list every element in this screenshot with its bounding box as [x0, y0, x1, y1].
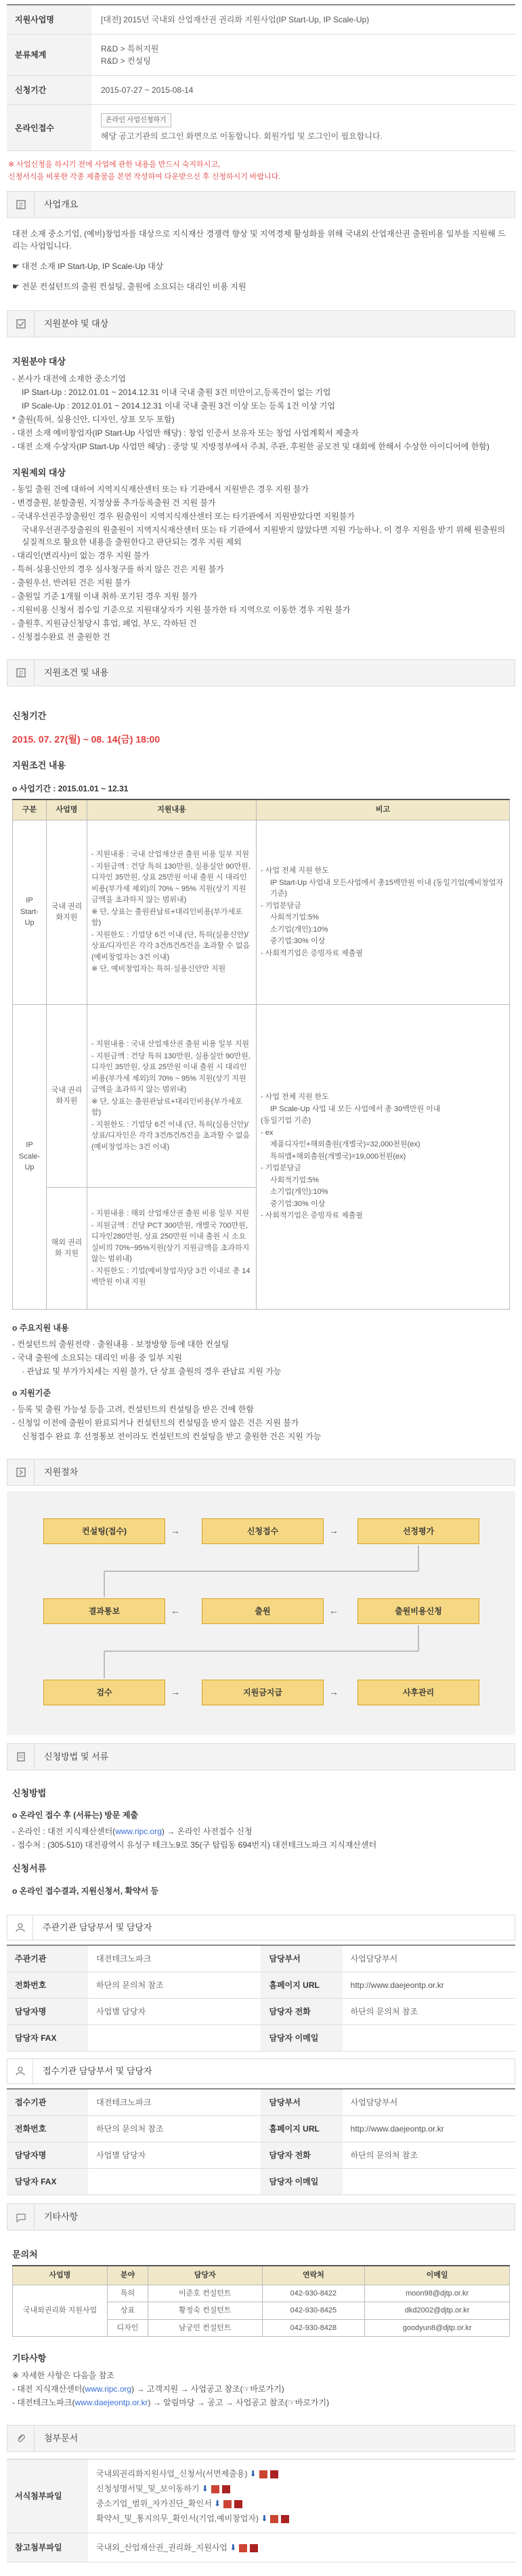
field-line: - 대전 소재 예비창업자(IP Start-Up 사업만 해당) : 창업 인증서 보유자 또는 창업 사업계획서 제출자	[12, 428, 359, 438]
table-cell: 특허	[108, 2285, 148, 2302]
note-line: - 기업분담금	[261, 1164, 301, 1173]
file-item[interactable]	[96, 2512, 507, 2525]
overview-bullet: ☛ 대전 소재 IP Start-Up, IP Scale-Up 대상	[12, 262, 164, 272]
field-label: 담당자 이메일	[261, 2168, 342, 2195]
field-label: 홈페이지 URL	[261, 1972, 342, 1998]
note-line: 사회적기업:5%	[270, 913, 320, 922]
field-value: 하단의 문의처 참조	[343, 1998, 515, 2024]
exclusion-line: - 출원후, 지원금신청당시 휴업, 폐업, 부도, 각하된 건	[12, 619, 197, 629]
field-title: 지원분야 대상	[12, 356, 66, 367]
section-title: 주관기관 담당부서 및 담당자	[43, 1921, 152, 1932]
field-value: 사업별 담당자	[88, 1998, 261, 2024]
exclusion-line: - 지원비용 신청서 접수일 기준으로 지원대상자가 지원 불가한 타 지역으로 이동한 경우 지원 불가	[12, 605, 351, 615]
other-text: ) → 고객지원 → 사업공고 참조(☞바로가기)	[131, 2384, 284, 2394]
field-label: 전화번호	[7, 2115, 88, 2142]
online-label: 온라인접수	[7, 105, 91, 151]
col-header: 이메일	[365, 2266, 510, 2285]
note-cell	[257, 820, 510, 1004]
period-value: 2015. 07. 27(월) ~ 08. 14(금) 18:00	[12, 733, 160, 745]
table-cell: 042-930-8422	[262, 2285, 365, 2302]
arrow-left-icon: ←	[329, 1604, 339, 1616]
section-title: 지원절차	[44, 1466, 79, 1477]
content-line: - 지원금액 : 건당 특허 130만원, 실용실안 90만원, 디자인 35만원, 상표 25만원 이내 출원 시 대리인비용(부가세 제외)의 70% ~ 95% 지원(상기 지원금액을 초과하지 않는 범위내)	[91, 862, 251, 905]
main-line: - 국내 출원에 소요되는 대리인 비용 중 일부 지원	[12, 1352, 182, 1363]
section-apply-body	[7, 1770, 515, 1908]
table-cell: 이준호 컨설턴트	[148, 2285, 263, 2302]
other-sub: ※ 자세한 사항은 다음을 참조	[12, 2370, 114, 2380]
program-cell: 해외 권리화 지원	[47, 1187, 87, 1309]
hwp-file-icon	[259, 2470, 267, 2478]
field-value: 사업별 담당자	[88, 2142, 261, 2168]
arrow-right-icon: →	[329, 1524, 339, 1536]
note-line: - 사회적기업은 증빙자료 제출필	[261, 1211, 363, 1220]
field-label: 담당자 전화	[261, 1998, 342, 2024]
step-box: 출원	[202, 1598, 324, 1624]
arrow-right-icon: →	[171, 1524, 180, 1536]
section-etc-header	[7, 2203, 515, 2230]
content-line: ※ 단, 상표는 출원관납료+대리인비용(부가세포함)	[91, 907, 242, 928]
download-icon[interactable]: ⬇	[211, 2498, 221, 2508]
col-header: 사업명	[47, 799, 87, 820]
col-header: 연락처	[262, 2266, 365, 2285]
method-line: - 접수처 : (305-510) 대전광역시 유성구 테크노9로 35(구 탑립동 694번지) 대전테크노파크 지식재산센터	[12, 1840, 377, 1850]
person-icon	[7, 2058, 33, 2084]
field-label: 담당자 전화	[261, 2142, 342, 2168]
person-icon	[7, 1915, 33, 1940]
ripc-link[interactable]: www.ripc.org	[85, 2384, 132, 2394]
note-line: 사회적기업:5%	[270, 1176, 320, 1184]
refs-label: 참고첨부파일	[7, 2533, 88, 2562]
file-item[interactable]	[96, 2497, 507, 2510]
method-sub: o 온라인 접수 후 (서류는) 방문 제출	[12, 1810, 139, 1821]
contact2-header	[7, 2058, 515, 2084]
overview-bullet: ☛ 전문 컨설턴트의 출원 컨설팅, 출원에 소요되는 대리인 비용 지원	[12, 282, 246, 292]
period-label: 신청기간	[7, 76, 91, 105]
view-file-icon[interactable]	[222, 2485, 230, 2493]
field-label: 담당자명	[7, 2142, 88, 2168]
method-text: ) → 온라인 사전접수 신청	[161, 1827, 253, 1837]
conditions-table	[12, 799, 510, 1310]
section-attachments-header	[7, 2425, 515, 2452]
field-value: 사업담당부서	[343, 1945, 515, 1972]
field-label: 담당부서	[261, 2089, 342, 2116]
section-conditions-body	[7, 686, 515, 1451]
other-text: - 대전 지식재산센터(	[12, 2384, 85, 2394]
note-line: IP Scale-Up 사업 내 모든 사업에서 총 30백만원 이내	[270, 1104, 441, 1113]
other-text: ) → 알림마당 → 공고 → 사업공고 참조(☞바로가기)	[148, 2397, 330, 2407]
online-text: 해당 공고기관의 로그인 화면으로 이동합니다. 회원가입 및 로그인이 필요합니다.	[101, 131, 383, 141]
category-line: R&D > 컨설팅	[101, 56, 151, 66]
step-box: 신청접수	[202, 1518, 324, 1544]
field-label: 담당자 FAX	[7, 2168, 88, 2195]
field-line: - 본사가 대전에 소재한 중소기업	[12, 373, 127, 383]
group-cell: IP Start-Up	[13, 820, 47, 1004]
table-cell: 042-930-8425	[262, 2302, 365, 2320]
hwp-file-icon	[239, 2544, 247, 2552]
condition-title: 지원조건 내용	[12, 760, 66, 770]
period-title: 신청기간	[12, 711, 47, 722]
col-header: 사업명	[13, 2266, 108, 2285]
category-label: 분류체계	[7, 35, 91, 76]
field-line: - 대전 소재 수상자(IP Start-Up 사업만 해당) : 중앙 및 지방정부에서 주최, 주관, 후원한 공모전 및 대회에 한해서 수상한 아이디어에 한함)	[12, 441, 490, 451]
content-line: - 지원내용 : 해외 산업재산권 출원 비용 일부 지원	[91, 1209, 250, 1218]
ripc-link[interactable]: www.ripc.org	[115, 1827, 162, 1837]
content-line: - 지원한도 : 기업(예비창업자)당 3건 이내로 총 14백만원 이내 지원	[91, 1266, 251, 1287]
field-line: * 출원(특허, 실용신안, 디자인, 상표 모두 포함)	[12, 414, 175, 424]
field-value	[343, 2168, 515, 2195]
file-item[interactable]	[96, 2482, 507, 2495]
field-value: 대전테크노파크	[88, 2089, 261, 2116]
other-title: 기타사항	[12, 2353, 47, 2364]
content-line: - 지원내용 : 국내 산업재산권 출원 비용 일부 지원	[91, 1040, 250, 1049]
section-title: 지원조건 및 내용	[44, 667, 109, 678]
file-name[interactable]: 국내외_산업재산권_권리화_지원사업	[96, 2542, 227, 2552]
table-cell: moon98@djtp.or.kr	[365, 2285, 510, 2302]
program-cell: 국내외권리화 지원사업	[13, 2285, 108, 2337]
arrow-right-icon: →	[171, 1686, 180, 1697]
field-label: 담당자 FAX	[7, 2024, 88, 2051]
field-value: 하단의 문의처 참조	[88, 2115, 261, 2142]
other-text: - 대전테크노파크(	[12, 2397, 75, 2407]
note-cell	[257, 1004, 510, 1309]
section-conditions-header	[7, 659, 515, 686]
table-cell: 디자인	[108, 2319, 148, 2337]
method-line	[12, 1825, 510, 1837]
field-value	[88, 2024, 261, 2051]
exclusion-line: 국내우선권주장출원의 원출원이 지역지식재산센터 또는 타 기관에서 지원받지 않았다면 지원 가능하나, 이 경우 지원을 받기 위해 원출원의 실질적으로 활요한 내용을 출원한다고 판단되는 경우 지원 제외	[22, 525, 506, 547]
field-line: IP Scale-Up : 2012.01.01 ~ 2014.12.31 이내 국내 출원 3건 이상 또는 등록 1건 이상 기업	[22, 400, 335, 411]
notice	[8, 159, 515, 183]
field-label: 주관기관	[7, 1945, 88, 1972]
section-overview-header	[7, 191, 515, 218]
flow-icon	[7, 1459, 35, 1485]
download-icon[interactable]: ⬇	[227, 2542, 237, 2552]
contact2-table	[7, 2088, 515, 2195]
online-apply-button[interactable]: 온라인 사업신청하기	[101, 113, 171, 127]
download-icon[interactable]: ⬇	[259, 2513, 268, 2523]
note-line: 중기업:30% 이상	[270, 1199, 326, 1208]
summary-table	[7, 4, 515, 151]
list-icon	[7, 192, 35, 217]
file-name[interactable]: 중소기업_범위_자가진단_확인서	[96, 2498, 212, 2508]
note-line: 특허맵+해외출원(개별국)=19,000천원(ex)	[270, 1152, 406, 1161]
note-line: - ex	[261, 1128, 274, 1137]
section-etc-body	[7, 2230, 515, 2417]
attachments-table	[7, 2459, 515, 2562]
table-cell: goodyun8@djtp.or.kr	[365, 2319, 510, 2337]
group-cell: IP Scale-Up	[13, 1004, 47, 1309]
table-cell: 황정숙 컨설턴트	[148, 2302, 263, 2320]
etc-icon	[7, 2204, 35, 2230]
paperclip-icon	[7, 2426, 35, 2451]
section-title: 사업개요	[44, 199, 79, 210]
section-title: 접수기관 담당부서 및 담당자	[43, 2065, 152, 2076]
note-line: - 기업분담금	[261, 901, 301, 910]
period-value: 2015-07-27 ~ 2015-08-14	[91, 76, 515, 105]
download-icon[interactable]: ⬇	[199, 2483, 209, 2493]
docs-title: 신청서류	[12, 1863, 47, 1874]
field-label: 접수기관	[7, 2089, 88, 2116]
step-box: 지원금지급	[202, 1680, 324, 1705]
step-box: 결과통보	[43, 1598, 165, 1624]
daejeontp-link[interactable]: www.daejeontp.or.kr	[74, 2397, 148, 2407]
col-header: 담당자	[148, 2266, 263, 2285]
other-line	[12, 2396, 510, 2409]
category-line: R&D > 특허지원	[101, 44, 159, 54]
exclusion-line: - 대리인(변리사)이 없는 경우 지원 불가	[12, 551, 150, 561]
refs-cell	[88, 2533, 515, 2562]
notice-line: ※ 사업신청을 하시기 전에 사업에 관한 내용을 반드시 숙지하시고,	[8, 161, 220, 169]
program-label: 지원사업명	[7, 5, 91, 35]
inquiry-title: 문의처	[12, 2249, 38, 2260]
forms-cell	[88, 2459, 515, 2533]
exclusion-line: - 동일 출원 건에 대하여 지역지식재산센터 또는 타 기관에서 지원받은 경우 지원 불가	[12, 484, 309, 495]
forms-label: 서식첨부파일	[7, 2459, 88, 2533]
project-period: o 사업기간 : 2015.01.01 ~ 12.31	[12, 784, 129, 794]
contact1-table	[7, 1945, 515, 2052]
field-value	[343, 2024, 515, 2051]
download-icon[interactable]: ⬇	[247, 2468, 257, 2478]
section-title: 지원분야 및 대상	[44, 318, 109, 329]
content-cell	[87, 820, 257, 1004]
note-line: 소기업(개인):10%	[270, 925, 328, 934]
section-title: 기타사항	[44, 2211, 79, 2222]
note-line: - 사업 전체 지원 한도	[261, 867, 329, 875]
criteria-line: 신청접수 완료 후 선정통보 전이라도 컨설턴트의 컨설팅을 받고 출원한 건은 지원 가능	[22, 1431, 322, 1441]
field-label: 담당자명	[7, 1998, 88, 2024]
content-line: ※ 단, 상표는 출원관납료+대리인비용(부가세포함)	[91, 1097, 242, 1117]
field-value: 대전테크노파크	[88, 1945, 261, 1972]
step-box: 사후관리	[357, 1680, 479, 1705]
note-line: 제품디자인+해외출원(개별국)=32,000천원(ex)	[270, 1140, 420, 1149]
procedure-diagram	[7, 1491, 515, 1735]
contact1-header	[7, 1915, 515, 1940]
note-line: - 사회적기업은 증빙자료 제출필	[261, 949, 363, 957]
checkbox-icon	[7, 311, 35, 337]
section-apply-header	[7, 1743, 515, 1770]
section-title: 신청방법 및 서류	[44, 1751, 109, 1762]
category-value	[91, 35, 515, 76]
field-value	[88, 2168, 261, 2195]
arrow-left-icon: ←	[171, 1604, 180, 1616]
exclusion-line: - 출원우선, 반려된 건은 지원 불가	[12, 578, 131, 588]
section-procedure-header	[7, 1459, 515, 1486]
arrow-right-icon: →	[329, 1686, 339, 1697]
criteria-title: o 지원기준	[12, 1388, 51, 1398]
col-header: 구분	[13, 799, 47, 820]
file-item[interactable]	[96, 2541, 507, 2554]
col-header: 분야	[108, 2266, 148, 2285]
homepage-link[interactable]: http://www.daejeontp.or.kr	[343, 2115, 515, 2142]
col-header: 지원내용	[87, 799, 257, 820]
overview-text: 대전 소재 중소기업, (예비)창업자를 대상으로 지식재산 경쟁력 향상 및 지역경제 활성화를 위해 국내외 산업재산권 출원비용 일부를 지원해 드리는 사업입니다.	[12, 229, 506, 251]
view-file-icon[interactable]	[281, 2515, 289, 2523]
content-line: - 지원금액 : 건당 PCT 300만원, 개별국 700만원, 디자인280만원, 상표 250만원 이내 출원 시 소요실비의 70%~95%지원(상기 지원금액을 초과하지 않는 범위내)	[91, 1221, 250, 1264]
field-label: 전화번호	[7, 1972, 88, 1998]
file-name[interactable]: 확약서_및_통지의무_확인서(기업,예비창업자)	[96, 2513, 259, 2523]
table-cell: 042-930-8428	[262, 2319, 365, 2337]
criteria-line: - 등록 및 출원 가능성 등을 고려, 컨설턴트의 컨설팅을 받은 건에 한함	[12, 1404, 254, 1414]
field-value: 사업담당부서	[343, 2089, 515, 2116]
criteria-line: - 신청일 이전에 출원이 완료되거나 컨설턴트의 컨설팅을 받지 않은 건은 지원 불가	[12, 1417, 299, 1428]
table-cell: 남궁민 컨설턴트	[148, 2319, 263, 2337]
exclusion-line: - 신청접수완료 전 출원한 건	[12, 632, 110, 642]
notice-line: 신청서식을 비롯한 각종 제출물을 본연 작성하여 다운받으신 후 신청하시기 바랍니다.	[8, 172, 281, 181]
exclusion-title: 지원제외 대상	[12, 467, 66, 478]
content-line: - 지원한도 : 기업당 6건 이내 (단, 특허(실용신안)/상표/디자인은 각각 3건/5건/5건을 초과할 수 없음(예비창업자는 3건 이내)	[91, 1120, 251, 1151]
exclusion-line: - 출원일 기준 1개월 이내 취하·포기된 경우 지원 불가	[12, 591, 198, 602]
note-line: 소기업(개인):10%	[270, 1188, 328, 1197]
content-line: - 지원한도 : 기업당 6건 이내 (단, 특허(실용신안)/상표/디자인은 각각 3건/5건/5건을 초과할 수 없음(예비창업자는 3건 이내)	[91, 930, 251, 961]
method-text: - 온라인 : 대전 지식재산센터(	[12, 1827, 116, 1837]
section-title: 첨부문서	[44, 2432, 79, 2443]
exclusion-line: - 변경출원, 분할출원, 지정상품 추가등록출원 건 지원 불가	[12, 498, 216, 508]
table-cell: dkd2002@djtp.or.kr	[365, 2302, 510, 2320]
field-label: 담당자 이메일	[261, 2024, 342, 2051]
step-box: 출원비용신청	[357, 1598, 479, 1624]
method-title: 신청방법	[12, 1787, 47, 1798]
docs-line: o 온라인 접수결과, 지원신청서, 확약서 등	[12, 1886, 159, 1896]
file-item[interactable]	[96, 2468, 507, 2480]
main-line: - 컨설턴트의 출원전략 · 출원내용 · 보정방향 등에 대한 컨설팅	[12, 1339, 230, 1349]
note-line: - 사업 전체 지원 한도	[261, 1093, 329, 1102]
field-value: 하단의 문의처 참조	[343, 2142, 515, 2168]
page	[0, 4, 522, 2576]
other-line	[12, 2383, 510, 2395]
view-file-icon[interactable]	[250, 2544, 258, 2552]
field-line: IP Start-Up : 2012.01.01 ~ 2014.12.31 이내 국내 출원 3건 미만이고,등록건이 없는 기업	[22, 387, 331, 397]
col-header: 비고	[257, 799, 510, 820]
program-cell: 국내 권리화지원	[47, 820, 87, 1004]
table-cell: 상표	[108, 2302, 148, 2320]
section-target-header	[7, 310, 515, 337]
hwp-file-icon	[270, 2515, 278, 2523]
list-icon	[7, 660, 35, 686]
file-name[interactable]: 신청성명서및_및_보이동하기	[96, 2483, 200, 2493]
note-line: 중기업:30% 이상	[270, 937, 326, 946]
content-cell	[87, 1187, 257, 1309]
content-cell	[87, 1004, 257, 1187]
file-name[interactable]: 국내외권리화지원사업_신청서(서면제출용)	[96, 2468, 248, 2478]
homepage-link[interactable]: http://www.daejeontp.or.kr	[343, 1972, 515, 1998]
step-box: 선정평가	[357, 1518, 479, 1544]
hwp-file-icon	[211, 2485, 219, 2493]
content-line: - 지원금액 : 건당 특허 130만원, 실용실안 90만원, 디자인 35만원, 상표 25만원 이내 출원 시 대리인비용(부가세 제외)의 70% ~ 95% 지원(상기 지원금액을 초과하지 않는 범위내)	[91, 1052, 251, 1094]
step-box: 컨설팅(접수)	[43, 1518, 165, 1544]
note-line: (동일기업 기준)	[261, 1117, 311, 1125]
view-file-icon[interactable]	[270, 2470, 278, 2478]
inquiry-table	[12, 2265, 510, 2337]
note-line: IP Start-Up 사업내 모든사업에서 총15백만원 이내 (동일기업(예비창업자 기준)	[270, 878, 504, 898]
document-icon	[7, 1744, 35, 1770]
step-box: 검수	[43, 1680, 165, 1705]
exclusion-line: - 국내우선권주장출원인 경우 원출원이 지역지식재산센터 또는 타기관에서 지원받았다면 지원불가	[12, 512, 355, 522]
exclusion-line: - 특허·실용신안의 경우 심사청구를 하지 않은 건은 지원 불가	[12, 564, 224, 575]
content-line: ※ 단, 예비창업자는 특허·실용신안만 지원	[91, 965, 226, 974]
content-line: - 지원내용 : 국내 산업재산권 출원 비용 일부 지원	[91, 850, 250, 859]
table-row	[13, 2285, 510, 2302]
online-value	[91, 105, 515, 151]
main-line: · 관납료 및 부가가치세는 지원 불가, 단 상표 출원의 경우 관납료 지원 가능	[22, 1366, 282, 1376]
field-label: 홈페이지 URL	[261, 2115, 342, 2142]
field-label: 담당부서	[261, 1945, 342, 1972]
hwp-file-icon	[223, 2500, 232, 2508]
program-cell: 국내 권리화지원	[47, 1004, 87, 1187]
field-value: 하단의 문의처 참조	[88, 1972, 261, 1998]
view-file-icon[interactable]	[234, 2500, 242, 2508]
main-title: o 주요지원 내용	[12, 1323, 69, 1333]
section-overview-body	[7, 218, 515, 302]
program-value: [대전] 2015년 국내외 산업재산권 권리화 지원사업(IP Start-Up, IP Scale-Up)	[91, 5, 515, 35]
section-target-body	[7, 337, 515, 651]
